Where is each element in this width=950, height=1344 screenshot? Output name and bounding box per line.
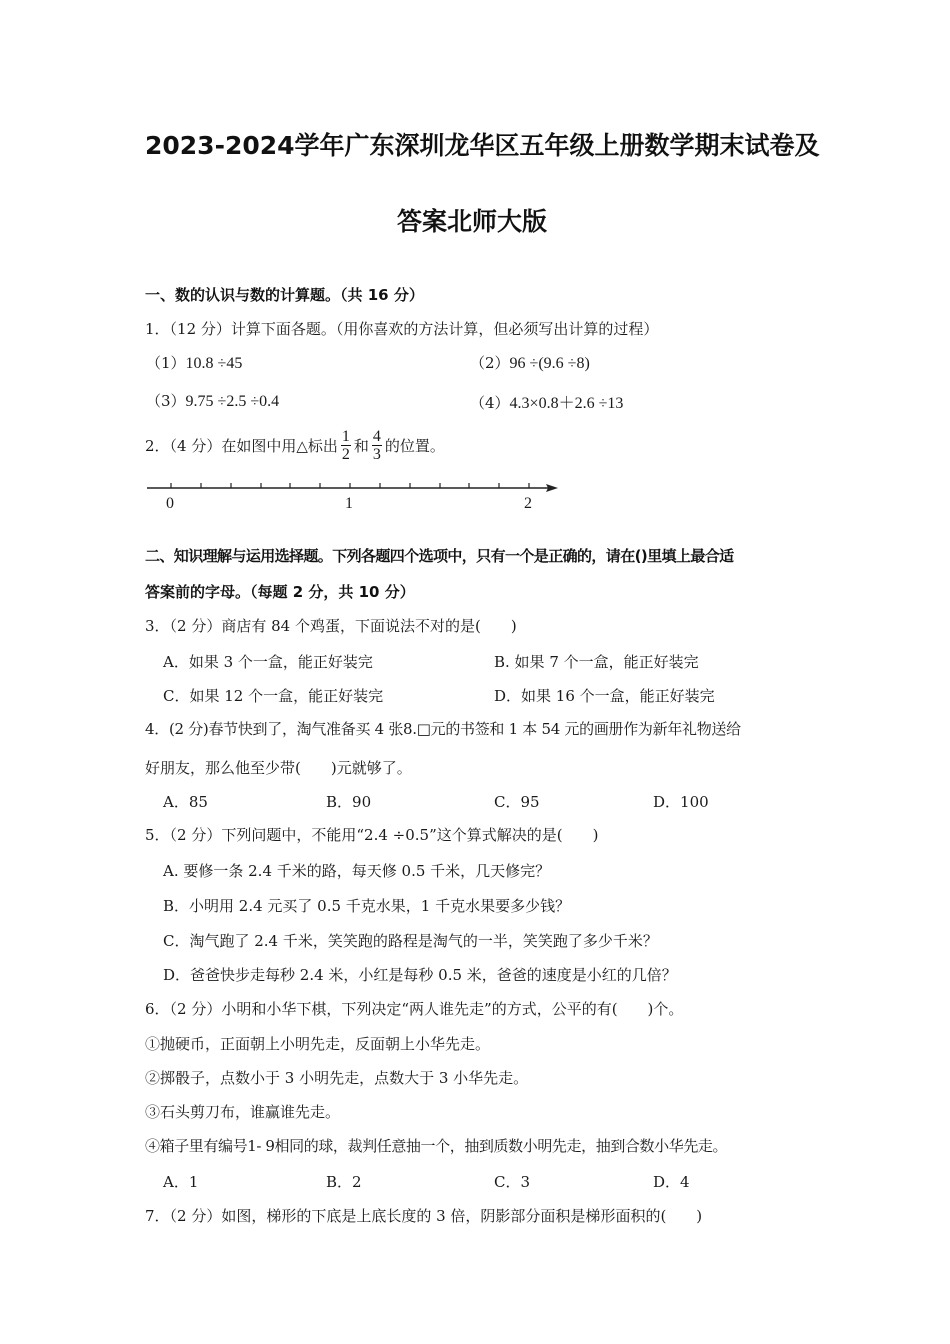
q1-item-label: （2） [470,354,510,372]
question-7-stem: 7．（2 分）如图，梯形的下底是上底长度的 3 倍，阴影部分面积是梯形面积的( ) [145,1207,703,1225]
number-line-label-0: 0 [166,495,174,512]
fraction-numerator: 4 [372,427,381,445]
q5-option-a: A. 要修一条 2.4 千米的路，每天修 0.5 千米，几天修完？ [163,862,551,880]
number-line-label-2: 2 [524,495,532,512]
q6-option-b: B．2 [326,1173,362,1191]
q1-item-expr: 4.3×0.8＋2.6 ÷13 [509,395,624,412]
question-4-stem-line1: 4．(2 分)春节快到了，淘气准备买 4 张8.□元的书签和 1 本 54 元的画册作为新年礼物送给 [145,720,741,738]
fraction-denominator: 2 [341,445,350,463]
q1-item-1 [146,352,242,373]
q1-item-4 [470,390,623,413]
q3-option-c: C．如果 12 个一盒，能正好装完 [163,687,384,705]
q2-suffix: 的位置。 [384,436,445,455]
fraction-four-thirds [372,428,382,463]
question-5-stem: 5．（2 分）下列问题中，不能用“2.4 ÷0.5”这个算式解决的是( ) [145,826,599,844]
question-4-stem-line2: 好朋友，那么他至少带( )元就够了。 [145,759,412,777]
fraction-one-half [341,428,351,463]
document-title-line1: 2023-2024学年广东深圳龙华区五年级上册数学期末试卷及 [145,131,820,160]
fraction-denominator: 3 [372,445,381,463]
q2-prefix: 2．（4 分）在如图中用△标出 [145,436,338,455]
q6-statement-2: ②掷骰子，点数小于 3 小明先走，点数大于 3 小华先走。 [145,1069,529,1087]
q6-option-d: D．4 [653,1173,690,1191]
q1-item-expr: 96 ÷(9.6 ÷8) [509,355,590,372]
question-1-stem: 1．（12 分）计算下面各题。（用你喜欢的方法计算，但必须写出计算的过程） [145,320,659,338]
q6-statement-4: ④箱子里有编号1- 9相同的球，裁判任意抽一个，抽到质数小明先走，抽到合数小华先走。 [145,1137,728,1155]
q1-item-expr: 10.8 ÷45 [185,355,243,372]
q4-option-a: A．85 [163,793,208,811]
section-1-heading: 一、数的认识与数的计算题。（共 16 分） [145,286,424,304]
number-line [140,476,570,520]
q1-item-2 [470,352,590,373]
section-2-heading-line1: 二、知识理解与运用选择题。下列各题四个选项中，只有一个是正确的，请在()里填上最合适 [145,547,734,565]
fraction-numerator: 1 [341,427,350,445]
q1-item-label: （4） [470,394,510,412]
q3-option-b: B. 如果 7 个一盒，能正好装完 [494,653,699,671]
q5-option-b: B．小明用 2.4 元买了 0.5 千克水果，1 千克水果要多少钱？ [163,897,571,915]
question-2-stem [145,426,445,464]
q6-statement-3: ③石头剪刀布，谁赢谁先走。 [145,1103,341,1121]
q6-option-c: C．3 [494,1173,531,1191]
q4-option-d: D．100 [653,793,709,811]
q5-option-c: C．淘气跑了 2.4 千米，笑笑跑的路程是淘气的一半，笑笑跑了多少千米？ [163,932,658,950]
q3-option-d: D．如果 16 个一盒，能正好装完 [494,687,715,705]
q6-option-a: A．1 [163,1173,199,1191]
q6-statement-1: ①抛硬币，正面朝上小明先走，反面朝上小华先走。 [145,1035,491,1053]
q2-mid: 和 [353,436,369,455]
number-line-label-1: 1 [345,495,353,512]
document-title-line2: 答案北师大版 [397,207,548,236]
q4-option-b: B．90 [326,793,372,811]
q1-item-expr: 9.75 ÷2.5 ÷0.4 [185,393,280,410]
q1-item-label: （1） [146,354,186,372]
q1-item-label: （3） [146,392,186,410]
question-3-stem: 3．（2 分）商店有 84 个鸡蛋，下面说法不对的是( ) [145,617,517,635]
section-2-heading-line2: 答案前的字母。（每题 2 分，共 10 分） [145,583,415,601]
q5-option-d: D．爸爸快步走每秒 2.4 米，小红是每秒 0.5 米，爸爸的速度是小红的几倍？ [163,966,677,984]
q3-option-a: A．如果 3 个一盒，能正好装完 [163,653,373,671]
q1-item-3 [146,390,279,411]
question-6-stem: 6．（2 分）小明和小华下棋，下列决定“两人谁先走”的方式，公平的有( )个。 [145,1000,684,1018]
q4-option-c: C．95 [494,793,540,811]
